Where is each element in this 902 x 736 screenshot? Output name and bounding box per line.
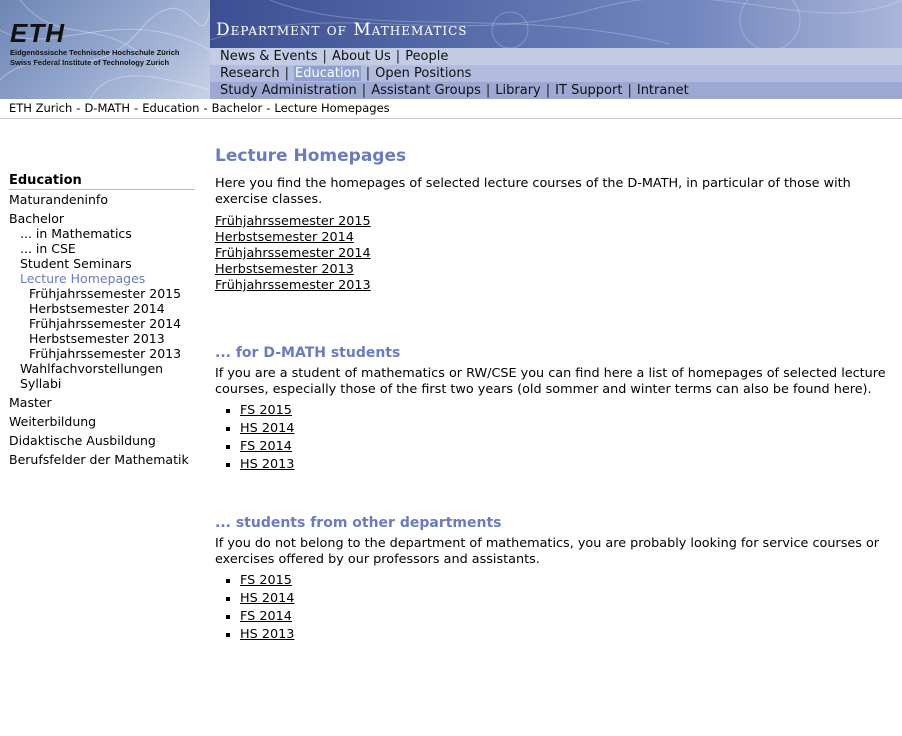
sidebar-item-wahlfachvorstellungen[interactable]: Wahlfachvorstellungen [20, 361, 164, 376]
eth-logo-subtitle-de: Eidgenössische Technische Hochschule Zürich [10, 48, 180, 57]
breadcrumb-separator: - [134, 101, 139, 115]
top-nav-row-1 [210, 48, 902, 65]
main-content [215, 145, 890, 644]
sidebar-item-in-cse[interactable]: ... in CSE [20, 241, 76, 256]
other-link-fs-2014[interactable]: FS 2014 [240, 609, 292, 624]
page-title: Lecture Homepages [215, 146, 407, 166]
eth-logo: ETH [10, 18, 65, 48]
breadcrumb [9, 101, 390, 115]
dmath-link-hs-2014[interactable]: HS 2014 [240, 421, 295, 436]
nav-separator: | [361, 83, 367, 98]
nav-separator: | [545, 83, 551, 98]
eth-logo-area[interactable] [0, 0, 210, 99]
link-hs-2014[interactable]: Herbstsemester 2014 [215, 230, 354, 245]
sidebar-item-maturandeninfo[interactable]: Maturandeninfo [9, 192, 108, 207]
list-item [240, 572, 890, 590]
semester-link-list [215, 214, 890, 294]
sidebar-item-syllabi[interactable]: Syllabi [20, 376, 62, 391]
eth-logo-subtitle-en: Swiss Federal Institute of Technology Zurich [10, 58, 170, 67]
nav-library[interactable]: Library [495, 83, 541, 98]
sidebar-item-student-seminars[interactable]: Student Seminars [20, 256, 132, 271]
list-item [240, 438, 890, 456]
nav-study-administration[interactable]: Study Administration [220, 83, 357, 98]
nav-separator: | [485, 83, 491, 98]
other-link-hs-2014[interactable]: HS 2014 [240, 591, 295, 606]
sidebar-nav [9, 173, 195, 467]
other-departments-text: If you do not belong to the department of mathematics, you are probably looking for service courses or exercises offered by our professors and assistants. [215, 536, 880, 567]
sidebar-item-hs-2013[interactable]: Herbstsemester 2013 [29, 331, 165, 346]
list-item [240, 420, 890, 438]
link-hs-2013[interactable]: Herbstsemester 2013 [215, 262, 354, 277]
sidebar-item-lecture-homepages[interactable]: Lecture Homepages [20, 271, 146, 286]
nav-open-positions[interactable]: Open Positions [375, 66, 472, 81]
nav-separator: | [395, 49, 401, 64]
nav-research[interactable]: Research [220, 66, 280, 81]
nav-intranet[interactable]: Intranet [636, 83, 689, 98]
sidebar-item-didaktische-ausbildung[interactable]: Didaktische Ausbildung [9, 433, 156, 448]
department-banner [210, 0, 902, 48]
top-nav-row-2 [210, 65, 902, 82]
list-item [240, 402, 890, 420]
list-item [240, 608, 890, 626]
other-departments-list [215, 572, 890, 644]
breadcrumb-separator: - [266, 101, 271, 115]
breadcrumb-d-math[interactable]: D-MATH [84, 101, 131, 115]
nav-news-events[interactable]: News & Events [220, 49, 318, 64]
dmath-students-list [215, 402, 890, 474]
list-item [240, 456, 890, 474]
nav-separator: | [284, 66, 290, 81]
sidebar-heading: Education [9, 173, 195, 190]
other-link-fs-2015[interactable]: FS 2015 [240, 573, 292, 588]
list-item [240, 590, 890, 608]
link-fs-2015[interactable]: Frühjahrssemester 2015 [215, 214, 371, 229]
nav-separator: | [627, 83, 632, 98]
dmath-students-heading: ... for D-MATH students [215, 345, 401, 361]
dmath-link-fs-2015[interactable]: FS 2015 [240, 403, 292, 418]
link-fs-2014[interactable]: Frühjahrssemester 2014 [215, 246, 371, 261]
breadcrumb-education[interactable]: Education [142, 101, 200, 115]
top-nav-row-3 [210, 82, 902, 99]
breadcrumb-eth-zurich[interactable]: ETH Zurich [9, 101, 73, 115]
nav-about-us[interactable]: About Us [331, 49, 391, 64]
department-title[interactable]: Department of Mathematics [216, 20, 468, 40]
breadcrumb-lecture-homepages[interactable]: Lecture Homepages [274, 101, 390, 115]
nav-separator: | [322, 49, 327, 64]
breadcrumb-divider [0, 118, 902, 119]
dmath-students-text: If you are a student of mathematics or RW/CSE you can find here a list of homepages of selected lecture courses, especially those of the first two years (old sommer and winter terms can also be found here). [215, 366, 886, 397]
other-link-hs-2013[interactable]: HS 2013 [240, 627, 295, 642]
nav-people[interactable]: People [405, 49, 449, 64]
list-item [240, 626, 890, 644]
sidebar-item-weiterbildung[interactable]: Weiterbildung [9, 414, 97, 429]
nav-education[interactable]: Education [295, 66, 360, 81]
sidebar-item-fs-2013[interactable]: Frühjahrssemester 2013 [29, 346, 182, 361]
dmath-link-hs-2013[interactable]: HS 2013 [240, 457, 295, 472]
other-departments-heading: ... students from other departments [215, 515, 502, 531]
intro-text: Here you find the homepages of selected lecture courses of the D-MATH, in particular of those with exercise classes. [215, 176, 851, 207]
link-fs-2013[interactable]: Frühjahrssemester 2013 [215, 278, 371, 293]
sidebar-item-hs-2014[interactable]: Herbstsemester 2014 [29, 301, 165, 316]
sidebar-item-berufsfelder[interactable]: Berufsfelder der Mathematik [9, 452, 189, 467]
breadcrumb-bachelor[interactable]: Bachelor [211, 101, 263, 115]
page-header [0, 0, 902, 99]
breadcrumb-separator: - [76, 101, 81, 115]
nav-separator: | [365, 66, 371, 81]
sidebar-item-bachelor[interactable]: Bachelor [9, 211, 64, 226]
sidebar-item-in-mathematics[interactable]: ... in Mathematics [20, 226, 132, 241]
sidebar-item-master[interactable]: Master [9, 395, 52, 410]
sidebar-item-fs-2015[interactable]: Frühjahrssemester 2015 [29, 286, 182, 301]
sidebar-item-fs-2014[interactable]: Frühjahrssemester 2014 [29, 316, 182, 331]
breadcrumb-separator: - [203, 101, 208, 115]
nav-it-support[interactable]: IT Support [555, 83, 623, 98]
nav-assistant-groups[interactable]: Assistant Groups [371, 83, 481, 98]
dmath-link-fs-2014[interactable]: FS 2014 [240, 439, 292, 454]
